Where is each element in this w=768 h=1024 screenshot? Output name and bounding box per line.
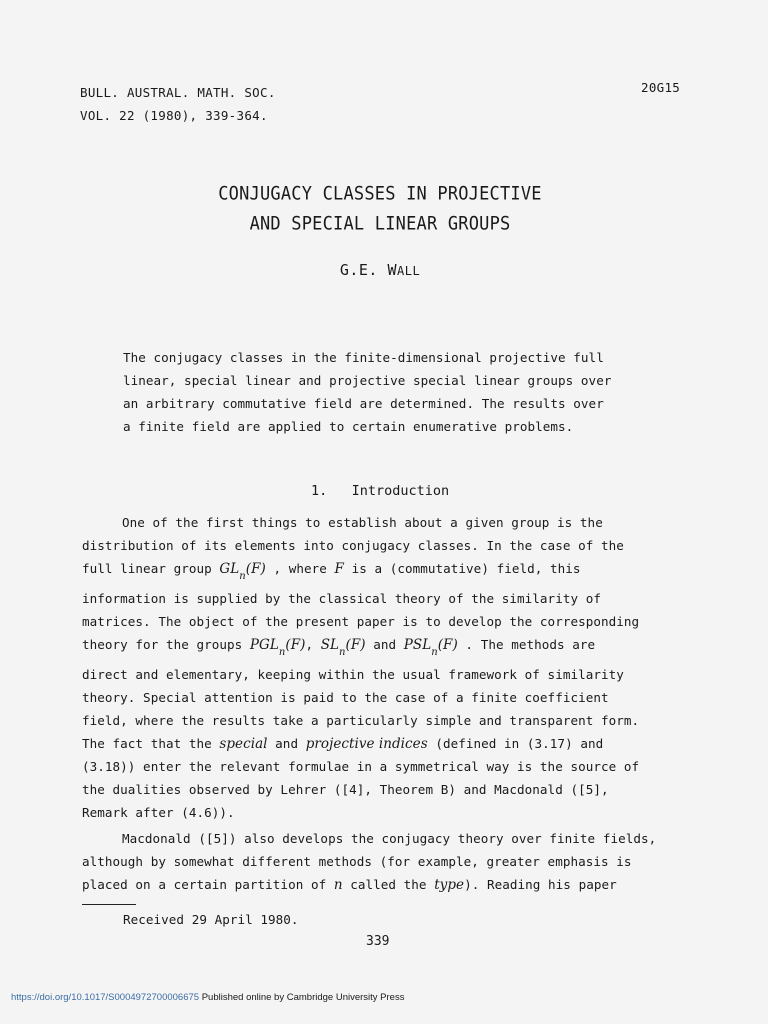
text-line [82, 634, 595, 659]
page-number: 339 [366, 934, 390, 949]
text-span: , [305, 637, 321, 652]
text-line [82, 558, 581, 583]
author-initials: G.E. W [339, 261, 397, 279]
paper-title-line-1: CONJUGACY CLASSES IN PROJECTIVE [218, 183, 542, 205]
text-line: Remark after (4.6)). [82, 805, 235, 820]
math-sl: SL [320, 637, 340, 653]
footnote-rule [82, 904, 136, 905]
math-f: F [334, 561, 344, 577]
abstract-line: The conjugacy classes in the finite-dimensional projective full [123, 350, 604, 365]
math-gl: GL [219, 561, 240, 577]
italic-projective-indices: projective indices [305, 736, 428, 752]
published-online-text: Published online by Cambridge University Press [199, 992, 405, 1003]
msc-classification: 20G15 [641, 80, 681, 95]
publisher-footer [11, 992, 404, 1003]
math-arg: (F) [285, 637, 306, 653]
text-span: (defined in (3.17) and [427, 736, 604, 751]
text-line: Macdonald ([5]) also develops the conjugacy theory over finite fields, [122, 831, 657, 846]
math-n: n [333, 877, 343, 893]
text-line: One of the first things to establish about a given group is the [122, 515, 603, 530]
math-subscript: n [239, 571, 246, 582]
section-title: Introduction [351, 483, 450, 499]
text-line [82, 874, 617, 897]
author-surname: ALL [397, 264, 421, 278]
math-subscript: n [339, 647, 346, 658]
text-span: , where [265, 561, 335, 576]
text-line: information is supplied by the classical theory of the similarity of [82, 591, 601, 606]
text-line: matrices. The object of the present paper is to develop the corresponding [82, 614, 640, 629]
math-pgl: PGL [249, 637, 279, 653]
abstract-line: a finite field are applied to certain enumerative problems. [123, 419, 574, 434]
text-line: although by somewhat different methods (for example, greater emphasis is [82, 854, 632, 869]
text-span: and [365, 637, 404, 652]
section-heading [311, 483, 449, 499]
section-number: 1. [311, 483, 328, 499]
math-arg: (F) [245, 561, 266, 577]
math-arg: (F) [437, 637, 458, 653]
abstract-line: linear, special linear and projective special linear groups over [123, 373, 612, 388]
text-span: . The methods are [457, 637, 596, 652]
text-line [82, 733, 603, 756]
math-arg: (F) [345, 637, 366, 653]
text-span: ). Reading his paper [464, 877, 617, 892]
volume-info: VOL. 22 (1980), 339-364. [80, 108, 268, 123]
journal-name: BULL. AUSTRAL. MATH. SOC. [80, 85, 276, 100]
italic-type: type [434, 877, 465, 893]
text-span: full linear group [82, 561, 220, 576]
doi-link[interactable]: https://doi.org/10.1017/S0004972700006675 [11, 992, 200, 1003]
text-line: direct and elementary, keeping within the usual framework of similarity [82, 667, 624, 682]
text-line: field, where the results take a particularly simple and transparent form. [82, 713, 640, 728]
text-span: is a (commutative) field, this [343, 561, 581, 576]
math-subscript: n [431, 647, 438, 658]
text-span: placed on a certain partition of [82, 877, 334, 892]
text-line: the dualities observed by Lehrer ([4], Theorem B) and Macdonald ([5], [82, 782, 609, 797]
author [0, 261, 760, 279]
abstract [123, 347, 683, 442]
text-line: distribution of its elements into conjugacy classes. In the case of the [82, 538, 624, 553]
math-subscript: n [278, 647, 286, 658]
math-psl: PSL [403, 637, 432, 653]
received-date-footnote: Received 29 April 1980. [123, 912, 299, 927]
text-line: (3.18)) enter the relevant formulae in a symmetrical way is the source of [82, 759, 640, 774]
intro-paragraph-1 [82, 512, 692, 822]
paper-title-line-2: AND SPECIAL LINEAR GROUPS [249, 213, 511, 235]
text-span: The fact that the [82, 736, 220, 751]
intro-paragraph-2 [82, 828, 692, 898]
abstract-line: an arbitrary commutative field are determined. The results over [123, 396, 604, 411]
text-span: called the [342, 877, 435, 892]
text-line: theory. Special attention is paid to the case of a finite coefficient [82, 690, 609, 705]
italic-special: special [219, 736, 268, 752]
text-span: theory for the groups [82, 637, 250, 652]
text-span: and [267, 736, 306, 751]
